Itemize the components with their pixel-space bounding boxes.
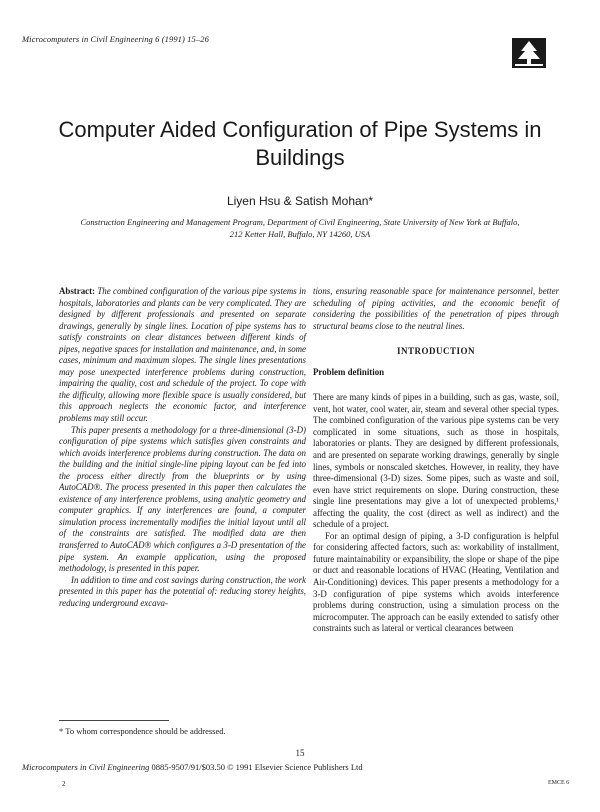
affiliation — [40, 216, 560, 240]
footer-left-code: 2 — [62, 780, 66, 788]
footer-citation — [22, 762, 363, 772]
subsection-heading-problem-definition: Problem definition — [313, 366, 385, 377]
introduction-paragraph-2: For an optimal design of piping, a 3-D configuration is helpful for considering affected factors, such as: workability of installment, future maintainability or expansibility, the slope or shape of the pipe or duct and reasonable locations of HVAC (Heating, Ventilation and Air-Conditioning) devices. This paper presents a methodology for a 3-D configuration of pipe systems which avoids interference problems during construction, using a simulation process on the microcomputer. The approach can be easily extended to satisfy other constraints such as lateral or vertical clearances between — [313, 530, 559, 634]
introduction-paragraph-1: There are many kinds of pipes in a building, such as gas, waste, soil, vent, hot water, cool water, air, steam and several other special types. The combined configuration of the various pipe systems can be very complicated in some situations, such as those in hospitals, laboratories or plants. They are designed by different professionals, and are presented on separate working drawings, generally by single lines, symbols or nonscaled sketches. However, in reality, they have three-dimensional (3-D) sizes. Some pipes, such as waste and soil, even have strict requirements on slope. During construction, these single line presentations may give a lot of unexpected problems,¹ affecting the quality, the cost (direct as well as indirect) and the schedule of a project. — [313, 392, 559, 530]
paper-title: Computer Aided Configuration of Pipe Systems in Buildings — [58, 117, 542, 170]
abstract-paragraph-2: This paper presents a methodology for a three-dimensional (3-D) configuration of pipe systems which satisfies given constraints and which avoids interference problems during construction. The data on the building and the initial single-line piping layout can be fed into the process either directly from the blueprints or by using AutoCAD®. The process presented in this paper then calculates the existence of any interference problems, using analytic geometry and computer graphics. If any interferences are found, a computer simulation process incrementally modifies the initial layout until all of the constraints are satisfied. The modified data are then transferred to AutoCAD® which configures a 3-D presentation of the pipe system. An example application, using the proposed methodology, is presented in this paper. — [59, 424, 306, 574]
abstract-text-1: The combined configuration of the various pipe systems in hospitals, laboratories and plants can be very complicated. They are designed by different professionals and presented on separate drawings, generally by single lines. Location of pipe systems has to satisfy constraints on clear distances between different kinds of pipes, negative spaces for installation and maintenance, and, in some cases, minimum and maximum slopes. The single lines presentations may pose unexpected interference problems during construction, impairing the quality, cost and schedule of the project. To cope with the difficulty, allowing more flexible space is usually considered, but this approach neglects the economic factor, and interference problems may still occur. — [59, 286, 306, 424]
abstract-paragraph-3-continued: tions, ensuring reasonable space for maintenance personnel, better scheduling of piping activities, and the economic benefit of considering the possibilities of the penetration of pipes through structural beams close to the neutral lines. — [313, 286, 559, 331]
footnote: * To whom correspondence should be addressed. — [59, 726, 226, 736]
page-number: 15 — [295, 748, 305, 758]
footnote-divider — [59, 720, 169, 721]
affiliation-line-2: 212 Ketter Hall, Buffalo, NY 14260, USA — [229, 229, 371, 239]
affiliation-line-1: Construction Engineering and Management Program, Department of Civil Engineering, State University of New York at Buffalo, — [80, 217, 520, 227]
left-column — [59, 286, 306, 609]
footer-journal-name: Microcomputers in Civil Engineering — [22, 762, 150, 772]
abstract-paragraph-1 — [59, 286, 306, 425]
authors: Liyen Hsu & Satish Mohan* — [226, 194, 374, 208]
footer-publication-details: 0885-9507/91/$03.50 © 1991 Elsevier Science Publishers Ltd — [151, 762, 363, 772]
right-column — [313, 286, 559, 635]
publisher-logo-icon — [512, 38, 546, 68]
section-heading-introduction: INTRODUCTION — [396, 346, 475, 357]
journal-header: Microcomputers in Civil Engineering 6 (1991) 15–26 — [22, 34, 209, 44]
abstract-paragraph-3: In addition to time and cost savings during construction, the work presented in this paper has the potential of: reducing storey heights, reducing underground excava- — [59, 574, 306, 608]
footer-right-code: EMCE 6 — [548, 780, 570, 786]
abstract-label: Abstract: — [59, 286, 95, 296]
